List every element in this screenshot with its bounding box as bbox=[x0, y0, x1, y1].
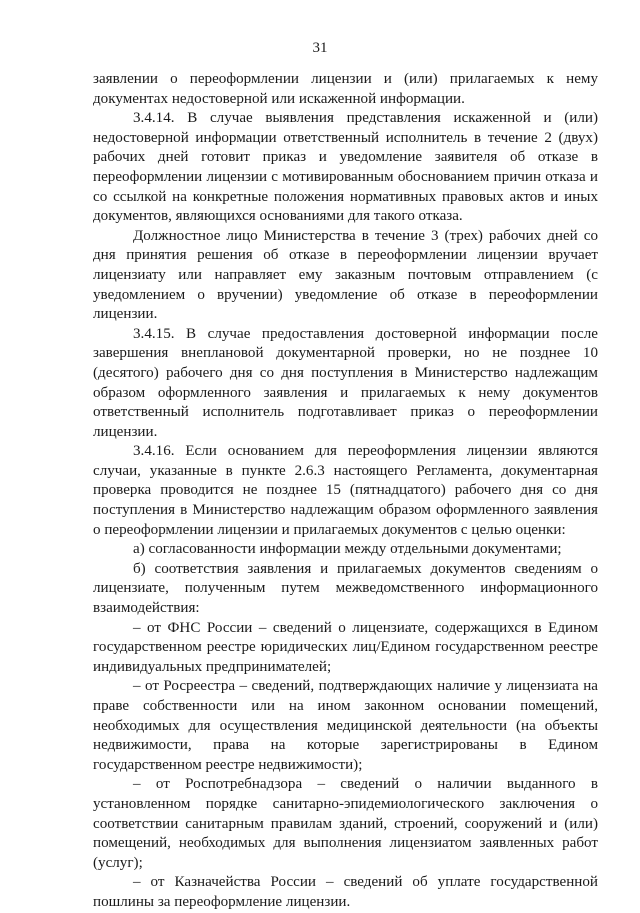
paragraph: 3.4.16. Если основанием для переоформления лицензии являются случаи, указанные в пункте 2.6.3 настоящего Регламента, документарная проверка проводится не позднее 15 (пятнадцатого) рабочего дня со дня поступления в Министерство надлежащим образом оформленного заявления о переоформлении лицензии и прилагаемых документов с целью оценки: bbox=[93, 443, 598, 538]
paragraph: Должностное лицо Министерства в течение 3 (трех) рабочих дней со дня принятия решения об отказе в переоформлении лицензии вручает лицензиату или направляет ему заказным почтовым отправлением (с уведомлением о вручении) уведомление об отказе в переоформлении лицензии. bbox=[93, 227, 598, 323]
paragraph: – от Роспотребнадзора – сведений о наличии выданного в установленном порядке санитарно-эпидемиологического заключения о соответствии санитарным правилам зданий, строений, сооружений и (или) помещений, необходимых для выполнения лицензиатом заявленных работ (услуг); bbox=[93, 776, 598, 871]
paragraph: б) соответствия заявления и прилагаемых документов сведениям о лицензиате, полученным путем межведомственного информационного взаимодействия: bbox=[93, 560, 598, 617]
paragraph: – от Казначейства России – сведений об уплате государственной пошлины за переоформление лицензии. bbox=[93, 874, 598, 910]
page-number: 31 bbox=[312, 40, 328, 56]
paragraph: – от ФНС России – сведений о лицензиате, содержащихся в Едином государственном реестре юридических лиц/Едином государственном реестре индивидуальных предпринимателей; bbox=[93, 619, 598, 675]
paragraph: 3.4.15. В случае предоставления достоверной информации после завершения внеплановой документарной проверки, но не позднее 10 (десятого) рабочего дня со дня поступления в Министерство надлежащим образом оформленного заявления и прилагаемых к нему документов ответственный исполнитель подготавливает приказ о переоформлении лицензии. bbox=[93, 325, 598, 440]
paragraph: 3.4.14. В случае выявления представления искаженной и (или) недостоверной информации ответственный исполнитель в течение 2 (двух) рабочих дней готовит приказ и уведомление заявителя об отказе в переоформлении лицензии с мотивированным обоснованием причин отказа и со ссылкой на конкретные положения нормативных правовых актов и иных документов, являющихся основаниями для такого отказа. bbox=[93, 110, 598, 225]
paragraph: а) согласованности информации между отдельными документами; bbox=[133, 541, 562, 558]
paragraph: заявлении о переоформлении лицензии и (или) прилагаемых к нему документах недостоверной или искаженной информации. bbox=[93, 71, 598, 107]
paragraph: – от Росреестра – сведений, подтверждающих наличие у лицензиата на праве собственности или на ином законном основании помещений, необходимых для осуществления медицинской деятельности (на объекты недвижимости, права на которые зарегистрированы в Едином государственном реестре недвижимости); bbox=[93, 678, 598, 773]
page-body bbox=[93, 70, 598, 913]
